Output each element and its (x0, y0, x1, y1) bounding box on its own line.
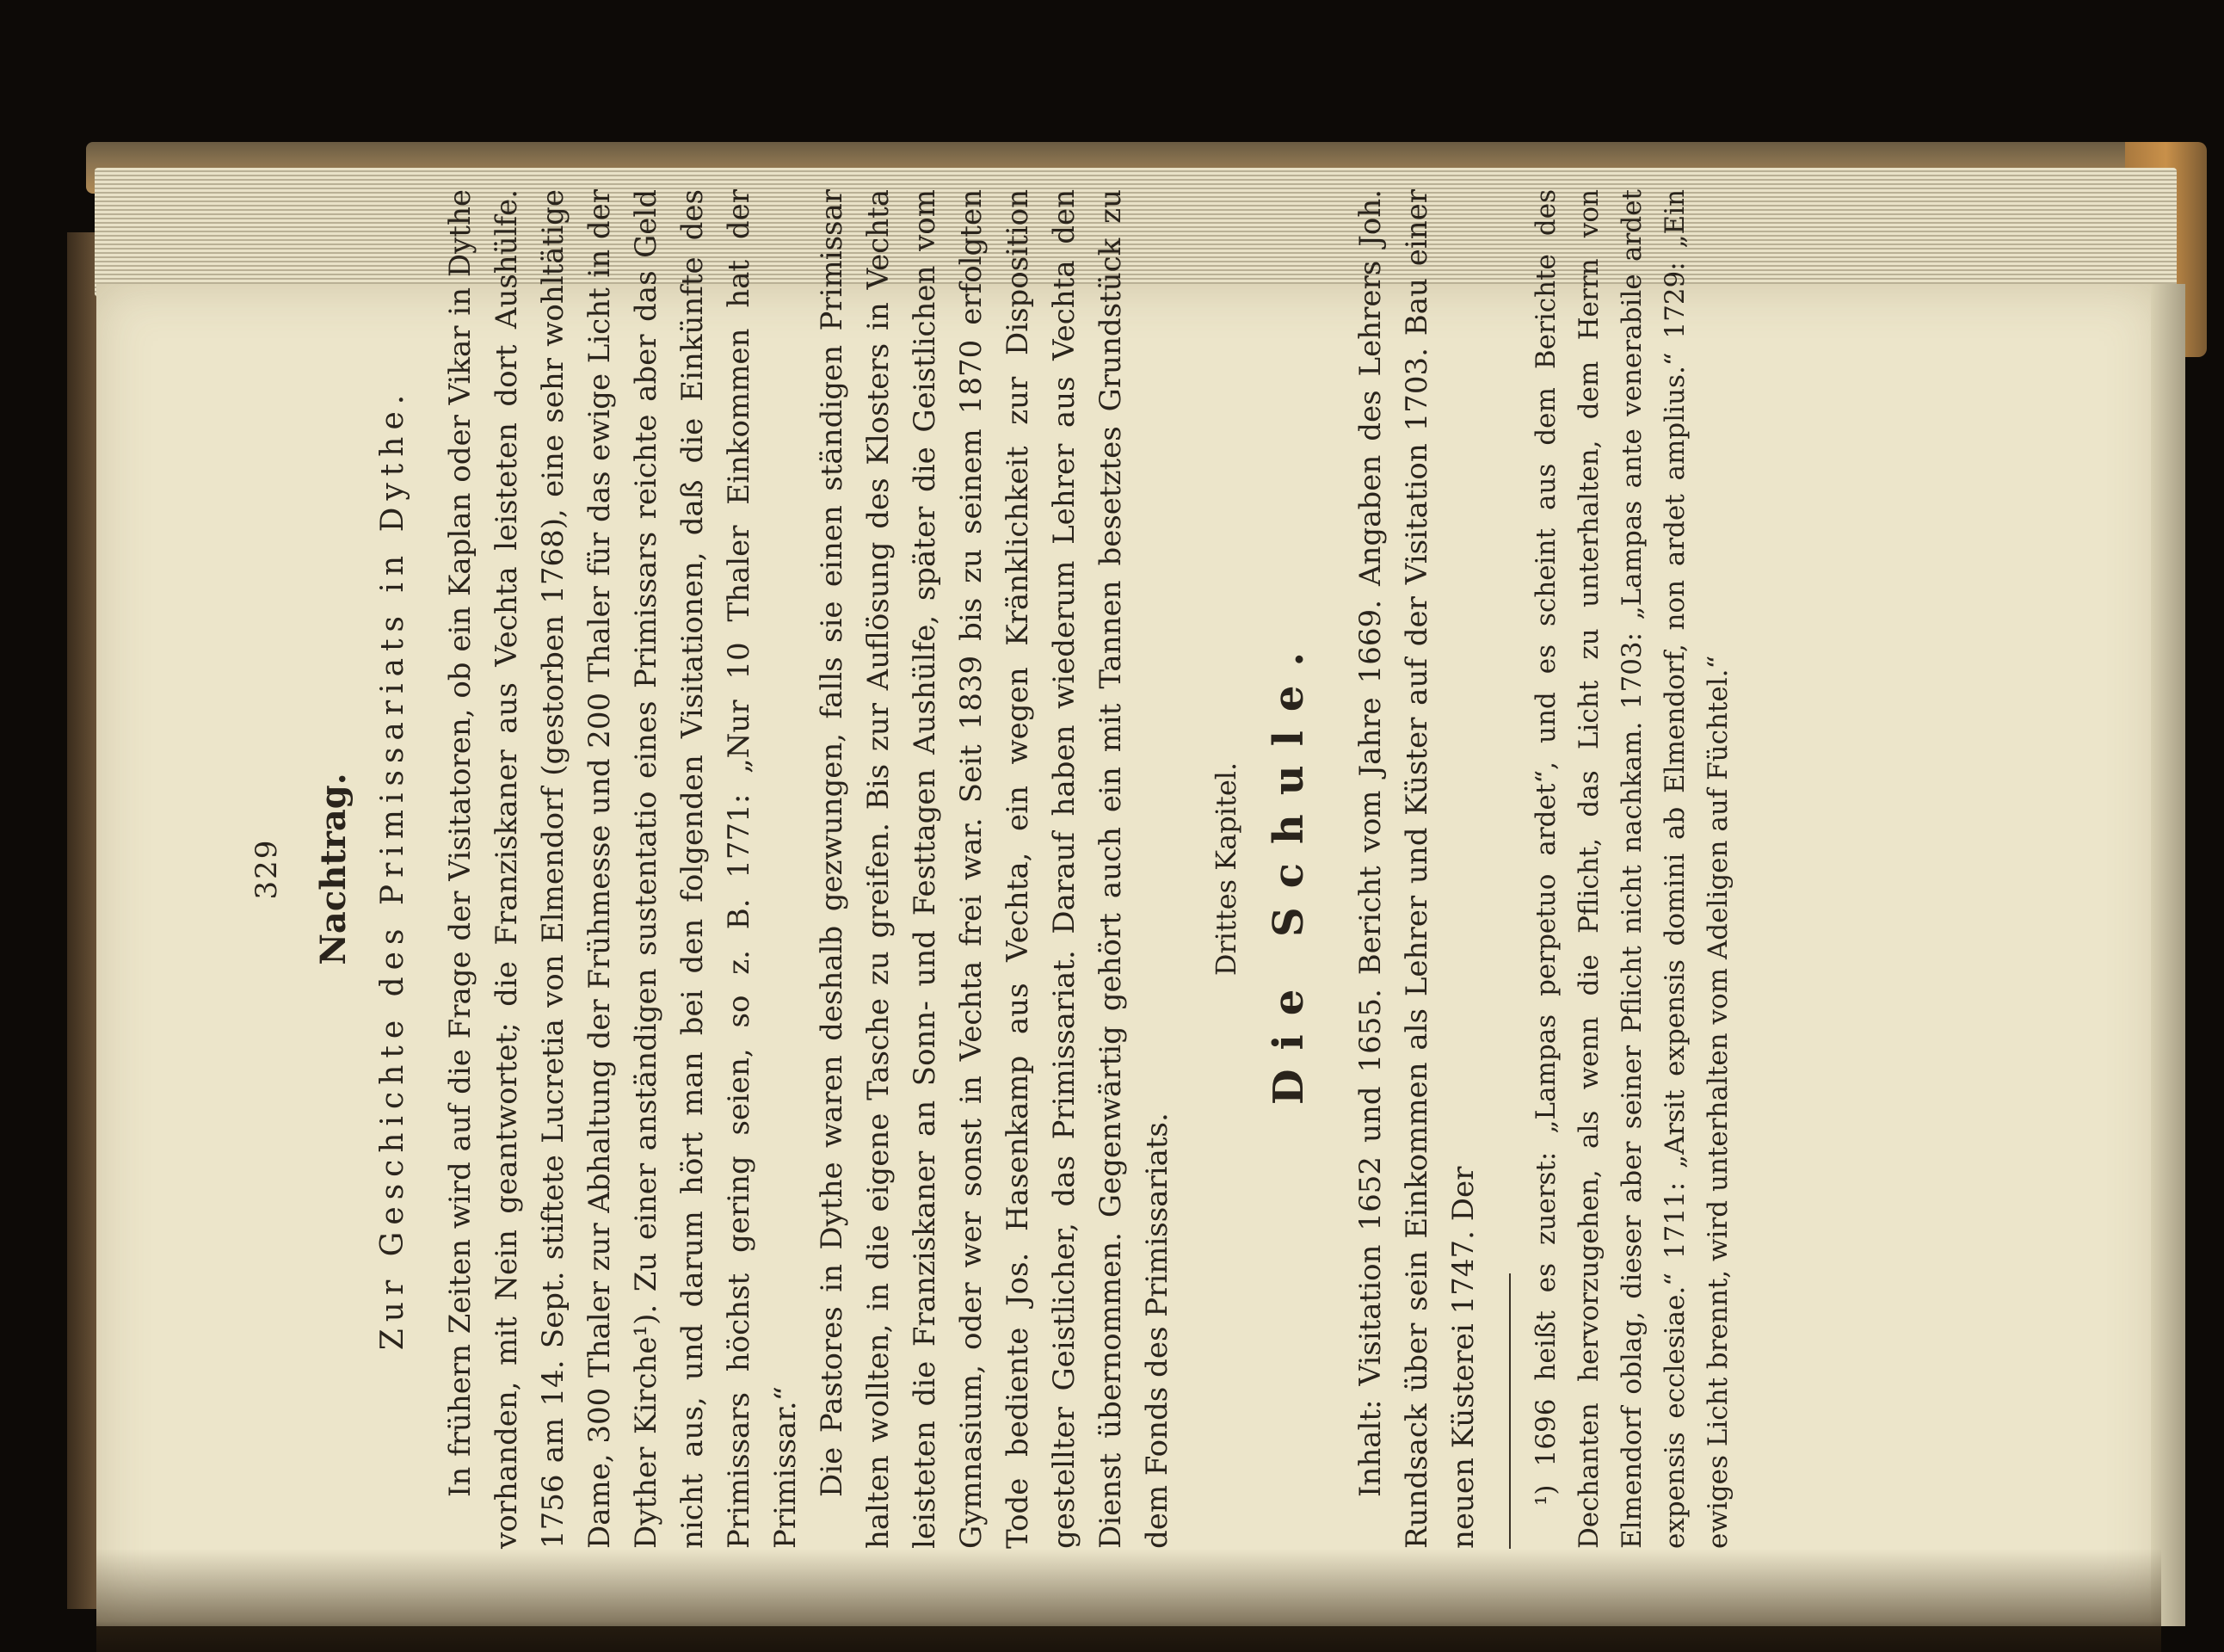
paragraph-2: Die Pastores in Dythe waren deshalb gezwungen, falls sie einen ständigen Primissar halten wollten, in die eigene Tasche zu greifen. Bis zur Auflösung des Klosters in Vechta leisteten die Franziskaner an Sonn- und Festtagen Aushülfe, später die Geistlichen vom Gymnasium, oder wer sonst in Vechta frei war. Seit 1839 bis zu seinem 1870 erfolgten Tode bediente Jos. Hasenkamp aus Vechta, ein wegen Kränklichkeit zur Disposition gestellter Geistlicher, das Primissariat. Darauf haben wiederum Lehrer aus Vechta den Dienst übernommen. Gegenwärtig gehört auch ein mit Tannen besetztes Grundstück zu dem Fonds des Primissariats. (815, 189, 1174, 1549)
chapter-title: Die Schule. (1265, 632, 1313, 1106)
footnote: ¹) 1696 heißt es zuerst: „Lampas perpetuo ardet“, und es scheint aus dem Berichte des Dechanten hervorzugehen, als wenn die Pflicht, das Licht zu unterhalten, dem Herrn von Elmendorf oblag, dieser aber seiner Pflicht nicht nachkam. 1703: „Lampas ante venerabile ardet expensis ecclesiae.“ 1711: „Arsit expensis domini ab Elmendorf, non ardet amplius.“ 1729: „Ein ewiges Licht brennt, wird unterhalten vom Adeligen auf Füchtel.“ (1531, 189, 1734, 1549)
paragraph-1: In frühern Zeiten wird auf die Frage der Visitatoren, ob ein Kaplan oder Vikar in Dythe vorhanden, mit Nein geantwortet; die Franziskaner aus Vechta leisteten dort Aushülfe. 1756 am 14. Sept. stiftete Lucretia von Elmendorf (gestorben 1768), eine sehr wohltätige Dame, 300 Thaler zur Abhaltung der Frühmesse und 200 Thaler für das ewige Licht in der Dyther Kirche¹). Zu einer anständigen sustentatio eines Primissars reichte aber das Geld nicht aus, und darum hört man bei den folgenden Visitationen, daß die Einkünfte des Primissars höchst gering seien, so z. B. 1771: „Nur 10 Thaler Einkommen hat der Primissar.“ (443, 189, 803, 1549)
gutter-shadow (96, 1549, 2161, 1652)
chapter-label: Drittes Kapitel. (1210, 761, 1242, 977)
section-subheading: Zur Geschichte des Primissariats in Dythe. (375, 387, 410, 1351)
page-text (224, 189, 1740, 1549)
rotated-text-block (224, 189, 2116, 1549)
page-number: 329 (250, 838, 284, 900)
page-right-edge (2151, 284, 2185, 1626)
page-heading: Nachtrag. (313, 773, 354, 965)
footnote-rule (1509, 1273, 1511, 1549)
chapter-summary: Inhalt: Visitation 1652 und 1655. Bericht vom Jahre 1669. Angaben des Lehrers Joh. Rundsack über sein Einkommen als Lehrer und Küster auf der Visitation 1703. Bau einer neuen Küsterei 1747. Der (1353, 189, 1481, 1549)
